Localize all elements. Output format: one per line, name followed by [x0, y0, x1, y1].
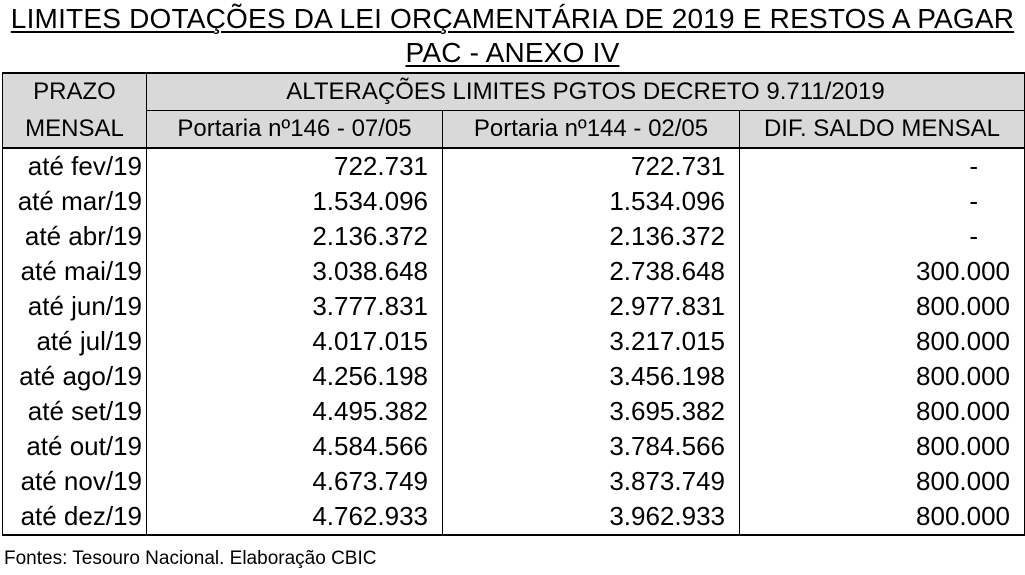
cell-dif-saldo: 800.000	[740, 429, 1025, 464]
limits-table	[2, 72, 1025, 536]
table-row	[3, 359, 1025, 394]
cell-portaria-144: 2.977.831	[443, 289, 740, 324]
cell-dif-saldo: 800.000	[740, 359, 1025, 394]
table-row	[3, 184, 1025, 219]
cell-prazo: até mar/19	[3, 184, 147, 219]
table-row	[3, 429, 1025, 464]
title-line-1: LIMITES DOTAÇÕES DA LEI ORÇAMENTÁRIA DE 2019 E RESTOS A PAGAR	[10, 3, 1015, 34]
cell-prazo: até dez/19	[3, 499, 147, 535]
table-row	[3, 148, 1025, 184]
cell-portaria-146: 2.136.372	[147, 219, 443, 254]
cell-portaria-146: 4.495.382	[147, 394, 443, 429]
cell-prazo: até ago/19	[3, 359, 147, 394]
cell-prazo: até mai/19	[3, 254, 147, 289]
cell-prazo: até set/19	[3, 394, 147, 429]
table-row	[3, 464, 1025, 499]
cell-portaria-144: 3.695.382	[443, 394, 740, 429]
source-note: Fontes: Tesouro Nacional. Elaboração CBIC	[4, 548, 377, 569]
cell-dif-saldo: 800.000	[740, 499, 1025, 535]
cell-portaria-146: 4.584.566	[147, 429, 443, 464]
header-prazo: PRAZO	[3, 73, 147, 111]
table-row	[3, 394, 1025, 429]
cell-portaria-146: 4.017.015	[147, 324, 443, 359]
cell-dif-saldo: 800.000	[740, 394, 1025, 429]
cell-portaria-144: 2.738.648	[443, 254, 740, 289]
cell-portaria-144: 3.456.198	[443, 359, 740, 394]
cell-prazo: até jul/19	[3, 324, 147, 359]
cell-portaria-144: 3.784.566	[443, 429, 740, 464]
cell-portaria-146: 4.762.933	[147, 499, 443, 535]
cell-portaria-146: 722.731	[147, 148, 443, 184]
header-portaria-144: Portaria nº144 - 02/05	[443, 111, 740, 149]
table-row	[3, 289, 1025, 324]
table-row	[3, 499, 1025, 535]
cell-prazo: até out/19	[3, 429, 147, 464]
cell-prazo: até nov/19	[3, 464, 147, 499]
table-body	[3, 148, 1025, 535]
cell-dif-saldo: 300.000	[740, 254, 1025, 289]
header-mensal: MENSAL	[3, 111, 147, 149]
header-group: ALTERAÇÕES LIMITES PGTOS DECRETO 9.711/2019	[147, 73, 1025, 111]
cell-portaria-144: 2.136.372	[443, 219, 740, 254]
document-subtitle	[0, 36, 1025, 70]
table-row	[3, 219, 1025, 254]
cell-portaria-146: 4.673.749	[147, 464, 443, 499]
cell-dif-saldo: -	[740, 148, 1025, 184]
cell-portaria-144: 1.534.096	[443, 184, 740, 219]
table-row	[3, 324, 1025, 359]
cell-dif-saldo: -	[740, 219, 1025, 254]
title-line-2: PAC - ANEXO IV	[405, 37, 620, 68]
cell-portaria-144: 3.217.015	[443, 324, 740, 359]
document-title	[0, 2, 1025, 36]
cell-portaria-146: 4.256.198	[147, 359, 443, 394]
table-row	[3, 254, 1025, 289]
cell-dif-saldo: 800.000	[740, 324, 1025, 359]
header-portaria-146: Portaria nº146 - 07/05	[147, 111, 443, 149]
cell-portaria-144: 722.731	[443, 148, 740, 184]
cell-portaria-144: 3.873.749	[443, 464, 740, 499]
cell-dif-saldo: -	[740, 184, 1025, 219]
cell-prazo: até fev/19	[3, 148, 147, 184]
cell-portaria-146: 3.777.831	[147, 289, 443, 324]
cell-portaria-146: 3.038.648	[147, 254, 443, 289]
cell-prazo: até jun/19	[3, 289, 147, 324]
cell-portaria-144: 3.962.933	[443, 499, 740, 535]
cell-dif-saldo: 800.000	[740, 464, 1025, 499]
header-dif-saldo: DIF. SALDO MENSAL	[740, 111, 1025, 149]
cell-dif-saldo: 800.000	[740, 289, 1025, 324]
cell-portaria-146: 1.534.096	[147, 184, 443, 219]
cell-prazo: até abr/19	[3, 219, 147, 254]
